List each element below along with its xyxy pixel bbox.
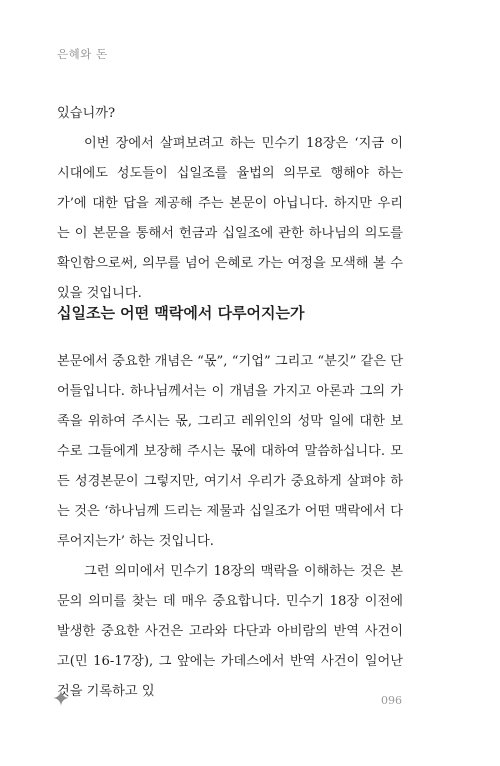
paragraph-continuation: 있습니까? xyxy=(57,106,116,121)
paragraph: 그런 의미에서 민수기 18장의 맥락을 이해하는 것은 본문의 의미를 찾는 데 매우 중요합니다. 민수기 18장 이전에 발생한 중요한 사건은 고라와 다단과 아비람의 반역 사건이고(민 16-17장), 그 앞에는 가데스에서 반역 사건이 일어난 것을 기록하고 있 xyxy=(57,564,403,699)
paragraph: 이번 장에서 살펴보려고 하는 민수기 18장은 ‘지금 이 시대에도 성도들이 십일조를 율법의 의무로 행해야 하는가’에 대한 답을 제공해 주는 본문이 아닙니다. 하지만 우리는 이 본문을 통해서 헌금과 십일조에 관한 하나님의 의도를 확인함으로써, 의무를 넘어 은혜로 가는 여정을 모색해 볼 수 있을 것입니다. xyxy=(57,136,403,301)
body-block-bottom xyxy=(57,347,403,707)
running-head: 은혜와 돈 xyxy=(57,47,108,61)
body-block-top xyxy=(57,99,403,309)
four-point-star-icon xyxy=(53,690,69,706)
section-heading: 십일조는 어떤 맥락에서 다루어지는가 xyxy=(57,304,305,322)
paragraph: 본문에서 중요한 개념은 “몫”, “기업” 그리고 “분깃” 같은 단어들입니다. 하나님께서는 이 개념을 가지고 아론과 그의 가족을 위하여 주시는 몫, 그리고 레위인의 성막 일에 대한 보수로 그들에게 보장해 주시는 몫에 대하여 말씀하십니다. 모든 성경본문이 그렇지만, 여기서 우리가 중요하게 살펴야 하는 것은 ‘하나님께 드리는 제물과 십일조가 어떤 맥락에서 다루어지는가’ 하는 것입니다. xyxy=(57,354,403,549)
page-number: 096 xyxy=(381,694,402,707)
